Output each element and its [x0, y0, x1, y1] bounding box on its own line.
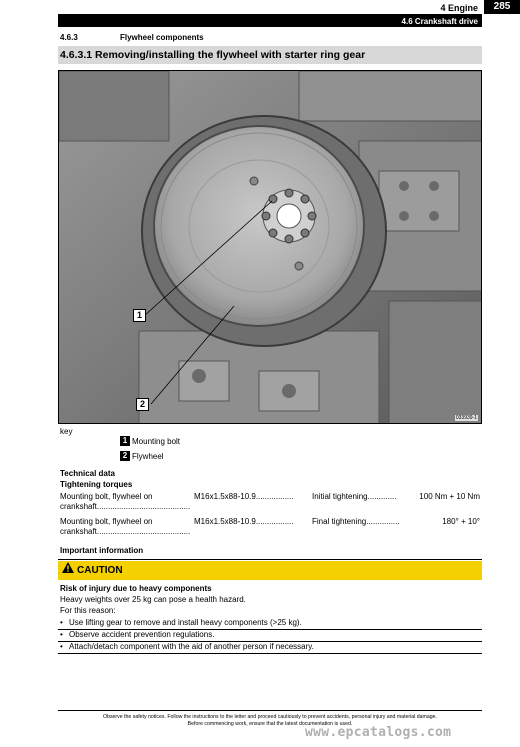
- watermark: www.epcatalogs.com: [305, 725, 452, 740]
- subsection-number: 4.6.3: [60, 33, 78, 42]
- callout-2: 2: [136, 398, 149, 411]
- bullet-text: Use lifting gear to remove and install heavy components (>25 kg).: [69, 618, 302, 627]
- torque-value: 180° + 10°: [442, 517, 480, 526]
- bullet-text: Observe accident prevention regulations.: [69, 630, 215, 639]
- section-end-rule: [58, 653, 482, 654]
- torque-desc: [60, 517, 200, 537]
- tightening-torques-heading: Tightening torques: [60, 480, 133, 489]
- key-item-label: Flywheel: [132, 452, 164, 461]
- torque-spec: M16x1.5x88-10.9.................: [194, 517, 294, 526]
- warning-triangle-icon: [62, 561, 74, 580]
- flywheel-illustration: [59, 71, 482, 424]
- technical-data-heading: Technical data: [60, 469, 115, 478]
- key-label: key: [60, 427, 73, 436]
- bullet-text: Attach/detach component with the aid of another person if necessary.: [69, 642, 314, 651]
- key-item: [120, 436, 180, 447]
- torque-row: [60, 517, 484, 537]
- chapter-title: 4 Engine: [440, 3, 478, 13]
- flywheel-figure: [58, 70, 482, 424]
- bullet-item: • Use lifting gear to remove and install heavy components (>25 kg).: [60, 618, 302, 627]
- torque-value: 100 Nm + 10 Nm: [419, 492, 480, 501]
- torque-spec: M16x1.5x88-10.9.................: [194, 492, 294, 501]
- bullet-item: • Attach/detach component with the aid of another person if necessary.: [60, 642, 314, 651]
- key-number: 2: [120, 451, 130, 461]
- torque-desc: [60, 492, 200, 512]
- torque-desc-line: Mounting bolt, flywheel on: [60, 492, 153, 501]
- callout-1: 1: [133, 309, 146, 322]
- torque-step: Final tightening...............: [312, 517, 400, 526]
- key-number: 1: [120, 436, 130, 446]
- footer-line: Observe the safety notices. Follow the instructions to the letter and proceed cautiously to prevent accidents, personal injury and material damage.: [103, 714, 437, 720]
- body-text: Heavy weights over 25 kg can pose a health hazard.: [60, 595, 246, 604]
- caution-label: CAUTION: [77, 565, 123, 577]
- torque-desc-line: Mounting bolt, flywheel on: [60, 517, 153, 526]
- figure-id: 033939-1: [455, 415, 477, 421]
- page-number: 285: [484, 0, 520, 14]
- important-heading: Important information: [60, 546, 144, 555]
- section-header-bar: 4.6 Crankshaft drive: [58, 15, 482, 27]
- torque-step: Initial tightening.............: [312, 492, 397, 501]
- footer-rule: [58, 710, 482, 711]
- key-item-label: Mounting bolt: [132, 437, 181, 446]
- caution-banner: [58, 561, 482, 580]
- key-item: [120, 451, 164, 462]
- risk-title: Risk of injury due to heavy components: [60, 584, 212, 593]
- bullet-item: • Observe accident prevention regulations.: [60, 630, 215, 639]
- torque-desc-line: crankshaft..........................................: [60, 502, 191, 511]
- caution-top-rule: [58, 559, 482, 560]
- footer-line: Before commencing work, ensure that the latest documentation is used.: [187, 721, 353, 727]
- body-text: For this reason:: [60, 606, 116, 615]
- procedure-title: 4.6.3.1 Removing/installing the flywheel with starter ring gear: [58, 46, 482, 64]
- torque-row: [60, 492, 484, 512]
- torque-desc-line: crankshaft..........................................: [60, 527, 191, 536]
- subsection-title: Flywheel components: [120, 33, 204, 42]
